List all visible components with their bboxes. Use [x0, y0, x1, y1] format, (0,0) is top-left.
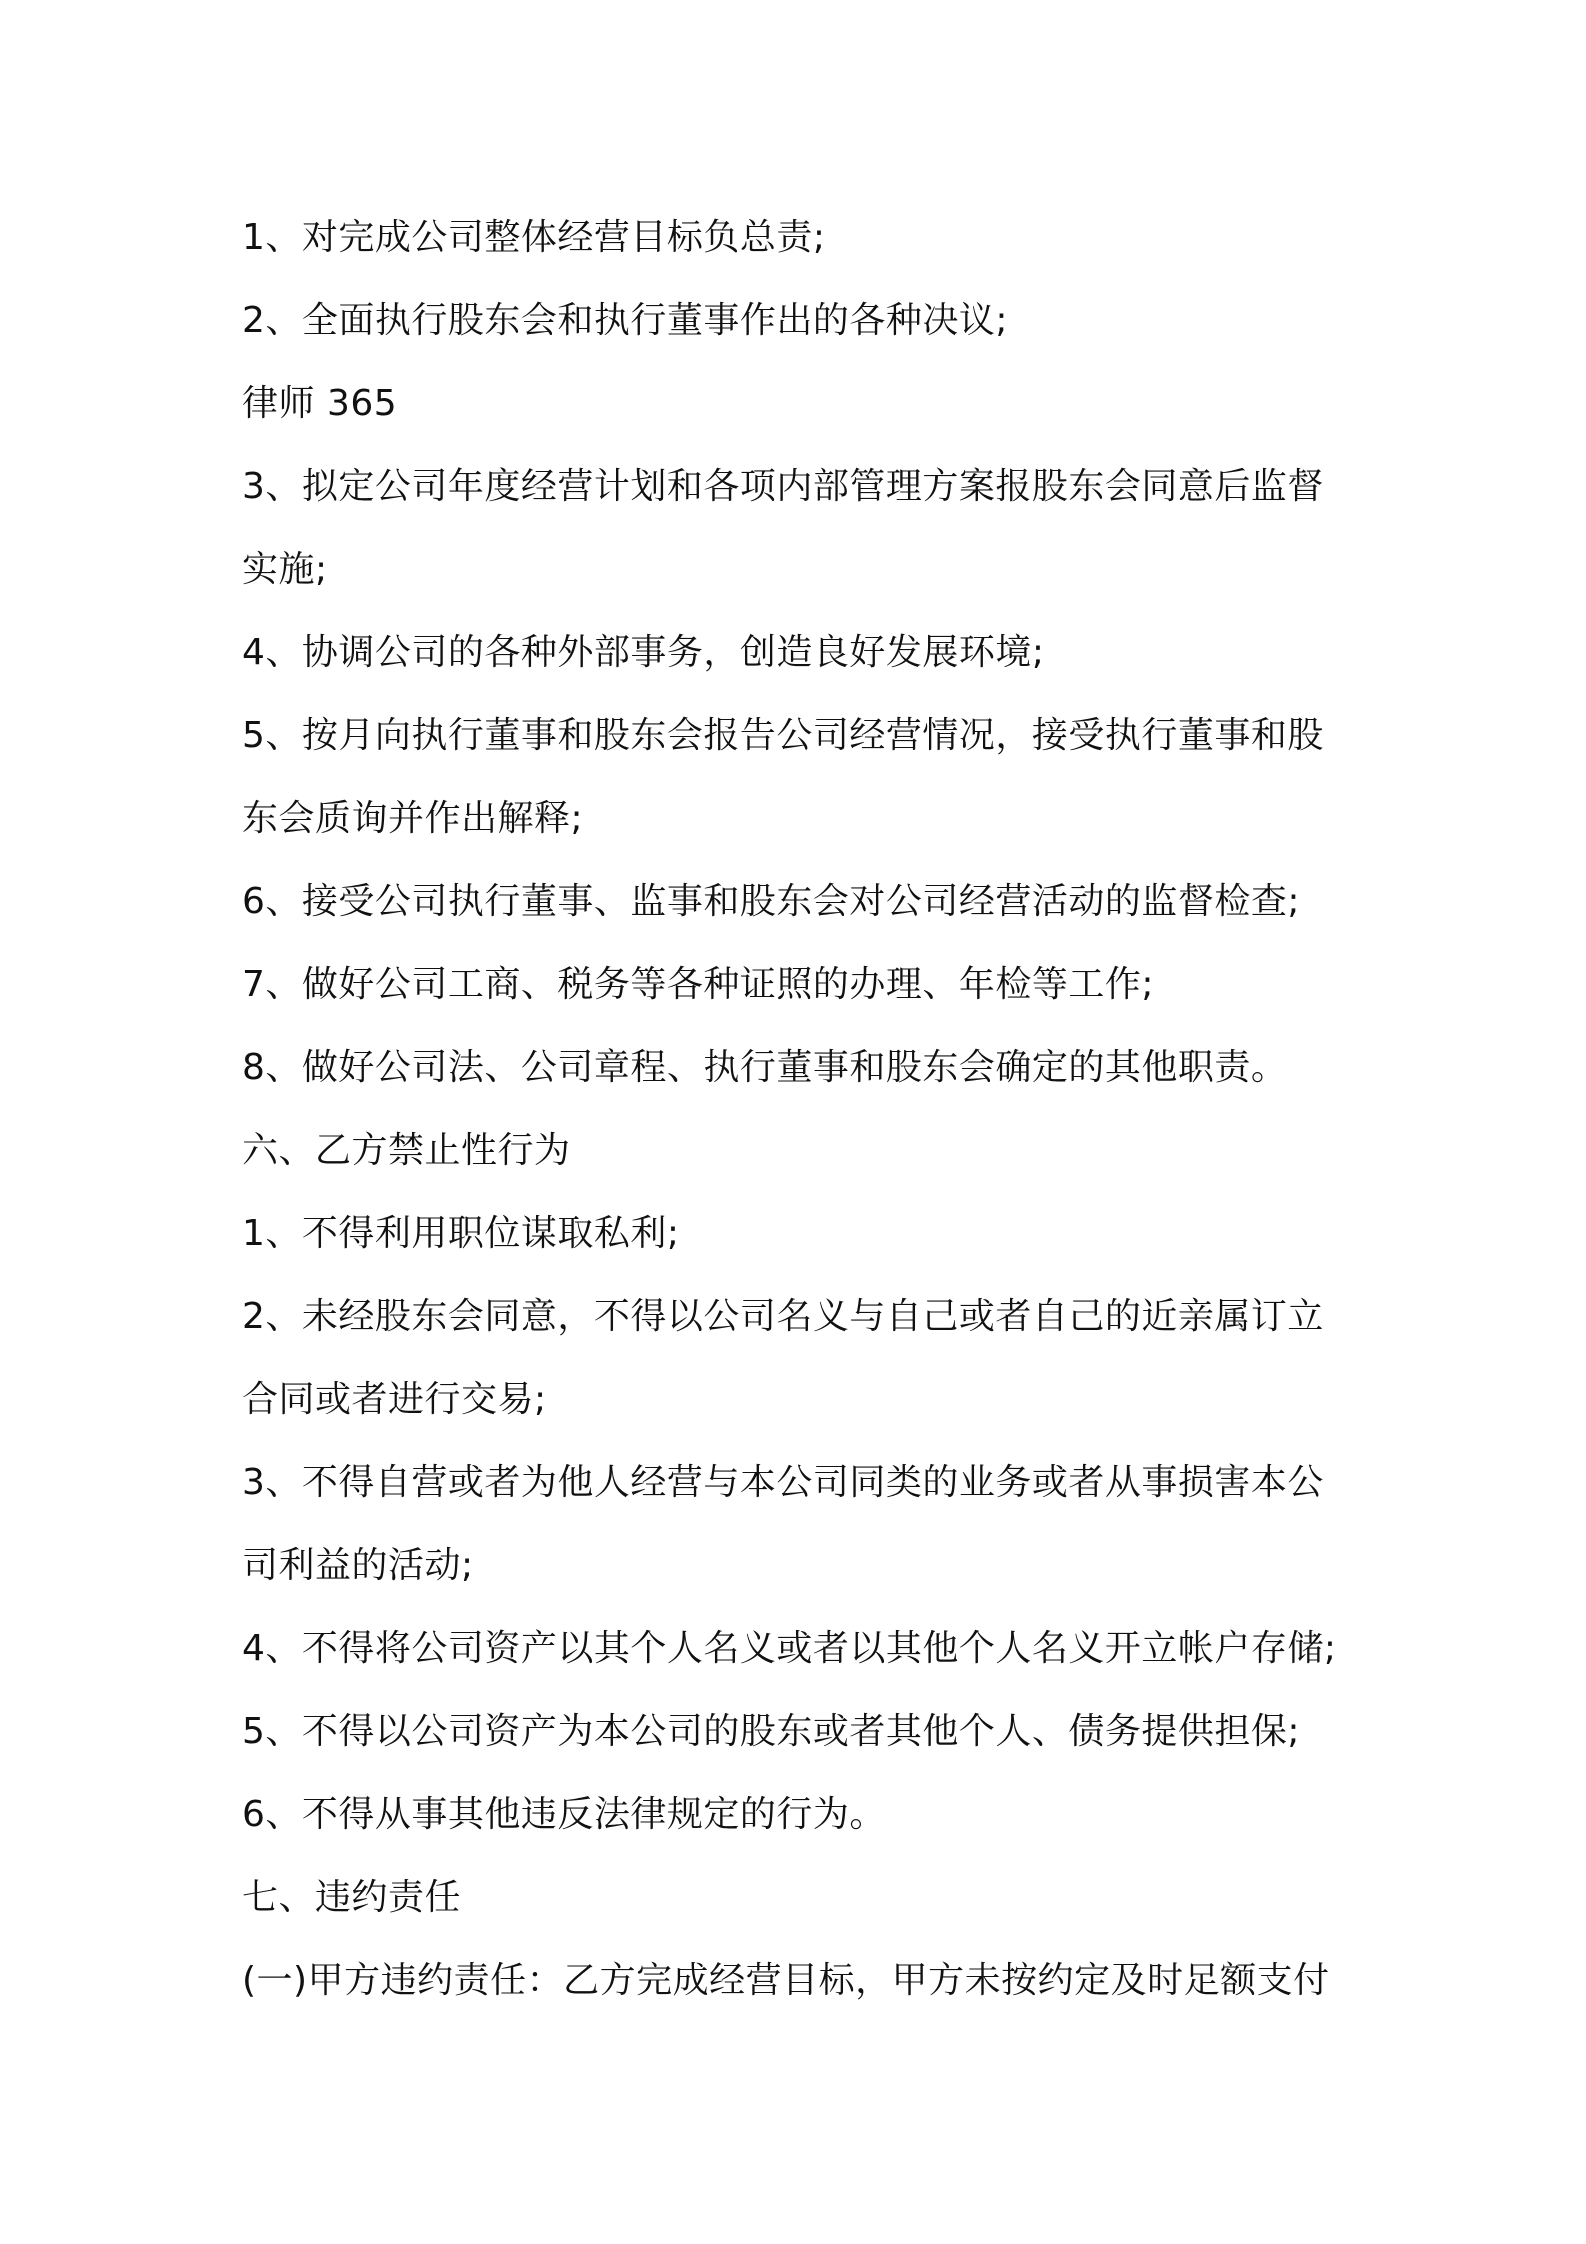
section-heading-breach-liability: 七、违约责任: [242, 1877, 462, 1918]
watermark-text: 律师 365: [242, 383, 398, 424]
duty-item-4: 4、协调公司的各种外部事务，创造良好发展环境;: [242, 632, 1045, 673]
prohibited-item-3-continued: 司利益的活动;: [242, 1545, 474, 1586]
prohibited-item-5: 5、不得以公司资产为本公司的股东或者其他个人、债务提供担保;: [242, 1711, 1301, 1752]
duty-item-6: 6、接受公司执行董事、监事和股东会对公司经营活动的监督检查;: [242, 881, 1301, 922]
section-heading-prohibited-acts: 六、乙方禁止性行为: [242, 1130, 571, 1171]
prohibited-item-1: 1、不得利用职位谋取私利;: [242, 1213, 680, 1254]
prohibited-item-6: 6、不得从事其他违反法律规定的行为。: [242, 1794, 886, 1835]
duty-item-3-continued: 实施;: [242, 549, 328, 590]
prohibited-item-2: 2、未经股东会同意，不得以公司名义与自己或者自己的近亲属订立: [242, 1296, 1324, 1337]
duty-item-2: 2、全面执行股东会和执行董事作出的各种决议;: [242, 300, 1009, 341]
prohibited-item-2-continued: 合同或者进行交易;: [242, 1379, 547, 1420]
duty-item-1: 1、对完成公司整体经营目标负总责;: [242, 217, 826, 258]
prohibited-item-3: 3、不得自营或者为他人经营与本公司同类的业务或者从事损害本公: [242, 1462, 1324, 1503]
duty-item-8: 8、做好公司法、公司章程、执行董事和股东会确定的其他职责。: [242, 1047, 1288, 1088]
breach-clause-party-a: (一)甲方违约责任：乙方完成经营目标，甲方未按约定及时足额支付: [242, 1960, 1330, 2001]
duty-item-5: 5、按月向执行董事和股东会报告公司经营情况，接受执行董事和股: [242, 715, 1324, 756]
duty-item-3: 3、拟定公司年度经营计划和各项内部管理方案报股东会同意后监督: [242, 466, 1324, 507]
duty-item-5-continued: 东会质询并作出解释;: [242, 798, 584, 839]
document-body: [242, 196, 1362, 2022]
duty-item-7: 7、做好公司工商、税务等各种证照的办理、年检等工作;: [242, 964, 1155, 1005]
prohibited-item-4: 4、不得将公司资产以其个人名义或者以其他个人名义开立帐户存储;: [242, 1628, 1337, 1669]
